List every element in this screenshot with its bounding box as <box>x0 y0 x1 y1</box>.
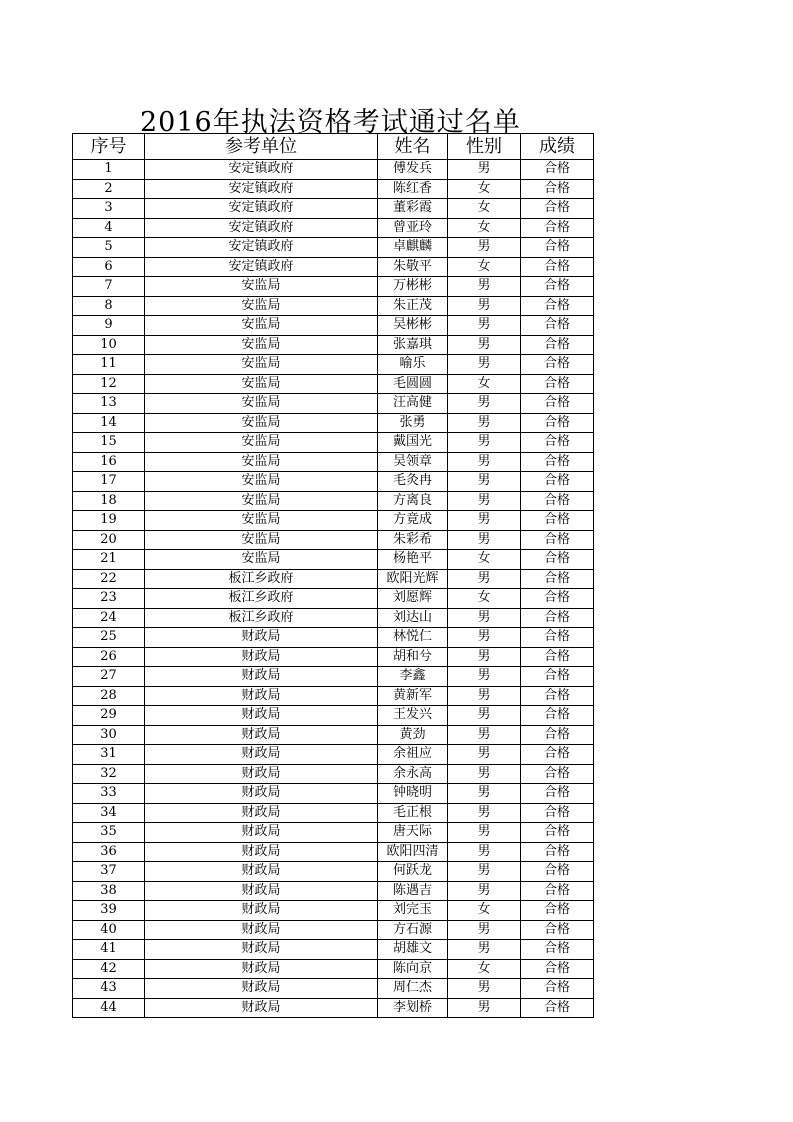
cell-index: 15 <box>73 433 145 453</box>
cell-index: 43 <box>73 979 145 999</box>
document-title: 2016年执法资格考试通过名单 <box>140 107 521 138</box>
cell-unit: 安定镇政府 <box>145 179 378 199</box>
cell-unit: 安监局 <box>145 394 378 414</box>
cell-index: 42 <box>73 959 145 979</box>
cell-gender: 男 <box>448 316 521 336</box>
table-row <box>73 784 594 804</box>
cell-result: 合格 <box>521 862 594 882</box>
cell-name: 陈红香 <box>378 179 448 199</box>
table-row <box>73 491 594 511</box>
cell-unit: 财政局 <box>145 686 378 706</box>
cell-result: 合格 <box>521 998 594 1018</box>
cell-gender: 男 <box>448 472 521 492</box>
cell-result: 合格 <box>521 413 594 433</box>
roster-table <box>72 133 594 1018</box>
cell-gender: 男 <box>448 881 521 901</box>
cell-gender: 男 <box>448 862 521 882</box>
cell-unit: 财政局 <box>145 979 378 999</box>
table-row <box>73 452 594 472</box>
table-row <box>73 706 594 726</box>
cell-index: 39 <box>73 901 145 921</box>
cell-result: 合格 <box>521 628 594 648</box>
cell-result: 合格 <box>521 550 594 570</box>
cell-gender: 女 <box>448 179 521 199</box>
cell-gender: 男 <box>448 998 521 1018</box>
cell-name: 毛灸冉 <box>378 472 448 492</box>
table-row <box>73 764 594 784</box>
cell-result: 合格 <box>521 725 594 745</box>
cell-unit: 安监局 <box>145 530 378 550</box>
cell-name: 张勇 <box>378 413 448 433</box>
cell-gender: 男 <box>448 277 521 297</box>
cell-result: 合格 <box>521 706 594 726</box>
table-row <box>73 569 594 589</box>
table-row <box>73 316 594 336</box>
table-row <box>73 433 594 453</box>
cell-result: 合格 <box>521 277 594 297</box>
table-row <box>73 238 594 258</box>
cell-unit: 财政局 <box>145 998 378 1018</box>
cell-result: 合格 <box>521 959 594 979</box>
cell-name: 汪高健 <box>378 394 448 414</box>
cell-result: 合格 <box>521 491 594 511</box>
cell-gender: 女 <box>448 374 521 394</box>
cell-name: 唐天际 <box>378 823 448 843</box>
roster-body <box>73 160 594 1018</box>
cell-unit: 安监局 <box>145 374 378 394</box>
cell-unit: 安监局 <box>145 335 378 355</box>
cell-result: 合格 <box>521 920 594 940</box>
cell-index: 2 <box>73 179 145 199</box>
cell-unit: 安定镇政府 <box>145 257 378 277</box>
cell-index: 23 <box>73 589 145 609</box>
cell-name: 吴彬彬 <box>378 316 448 336</box>
table-row <box>73 257 594 277</box>
table-row <box>73 628 594 648</box>
cell-index: 4 <box>73 218 145 238</box>
cell-gender: 男 <box>448 628 521 648</box>
cell-index: 44 <box>73 998 145 1018</box>
cell-index: 12 <box>73 374 145 394</box>
table-row <box>73 686 594 706</box>
cell-index: 14 <box>73 413 145 433</box>
cell-name: 刘完玉 <box>378 901 448 921</box>
cell-unit: 财政局 <box>145 745 378 765</box>
cell-result: 合格 <box>521 842 594 862</box>
table-row <box>73 472 594 492</box>
table-row <box>73 940 594 960</box>
cell-gender: 男 <box>448 667 521 687</box>
cell-result: 合格 <box>521 335 594 355</box>
cell-index: 38 <box>73 881 145 901</box>
cell-gender: 男 <box>448 803 521 823</box>
cell-name: 黄劲 <box>378 725 448 745</box>
cell-result: 合格 <box>521 530 594 550</box>
cell-result: 合格 <box>521 511 594 531</box>
cell-gender: 男 <box>448 725 521 745</box>
table-row <box>73 550 594 570</box>
cell-result: 合格 <box>521 647 594 667</box>
cell-result: 合格 <box>521 589 594 609</box>
cell-unit: 财政局 <box>145 901 378 921</box>
cell-name: 黄新军 <box>378 686 448 706</box>
cell-name: 余祖应 <box>378 745 448 765</box>
cell-index: 31 <box>73 745 145 765</box>
cell-name: 钟晓明 <box>378 784 448 804</box>
cell-unit: 财政局 <box>145 959 378 979</box>
cell-unit: 财政局 <box>145 764 378 784</box>
cell-index: 29 <box>73 706 145 726</box>
cell-index: 11 <box>73 355 145 375</box>
table-row <box>73 725 594 745</box>
table-row <box>73 160 594 180</box>
table-row <box>73 803 594 823</box>
table-row <box>73 842 594 862</box>
cell-result: 合格 <box>521 179 594 199</box>
cell-gender: 男 <box>448 647 521 667</box>
cell-gender: 男 <box>448 706 521 726</box>
cell-result: 合格 <box>521 569 594 589</box>
cell-name: 万彬彬 <box>378 277 448 297</box>
cell-name: 傅发兵 <box>378 160 448 180</box>
cell-gender: 男 <box>448 784 521 804</box>
cell-gender: 女 <box>448 901 521 921</box>
table-row <box>73 179 594 199</box>
cell-name: 朱彩希 <box>378 530 448 550</box>
cell-index: 3 <box>73 199 145 219</box>
cell-result: 合格 <box>521 394 594 414</box>
cell-name: 曾亚玲 <box>378 218 448 238</box>
table-row <box>73 335 594 355</box>
table-row <box>73 374 594 394</box>
header-gender: 性别 <box>448 134 521 160</box>
cell-result: 合格 <box>521 881 594 901</box>
cell-index: 30 <box>73 725 145 745</box>
cell-index: 34 <box>73 803 145 823</box>
cell-unit: 财政局 <box>145 706 378 726</box>
cell-name: 胡和兮 <box>378 647 448 667</box>
cell-name: 王发兴 <box>378 706 448 726</box>
cell-unit: 安监局 <box>145 277 378 297</box>
cell-name: 李划桥 <box>378 998 448 1018</box>
header-unit: 参考单位 <box>145 134 378 160</box>
cell-index: 27 <box>73 667 145 687</box>
header-index: 序号 <box>73 134 145 160</box>
cell-name: 林悦仁 <box>378 628 448 648</box>
cell-index: 17 <box>73 472 145 492</box>
header-row <box>73 134 594 160</box>
cell-unit: 财政局 <box>145 628 378 648</box>
cell-unit: 安定镇政府 <box>145 238 378 258</box>
cell-name: 方离良 <box>378 491 448 511</box>
cell-index: 35 <box>73 823 145 843</box>
cell-result: 合格 <box>521 472 594 492</box>
cell-result: 合格 <box>521 940 594 960</box>
cell-unit: 财政局 <box>145 803 378 823</box>
cell-index: 36 <box>73 842 145 862</box>
table-row <box>73 979 594 999</box>
cell-name: 胡雄文 <box>378 940 448 960</box>
cell-unit: 安监局 <box>145 472 378 492</box>
cell-gender: 男 <box>448 394 521 414</box>
cell-gender: 男 <box>448 160 521 180</box>
cell-index: 25 <box>73 628 145 648</box>
cell-unit: 板江乡政府 <box>145 569 378 589</box>
cell-gender: 男 <box>448 745 521 765</box>
table-row <box>73 959 594 979</box>
cell-result: 合格 <box>521 160 594 180</box>
table-row <box>73 413 594 433</box>
cell-index: 10 <box>73 335 145 355</box>
cell-name: 卓麒麟 <box>378 238 448 258</box>
table-row <box>73 511 594 531</box>
cell-gender: 女 <box>448 218 521 238</box>
cell-gender: 男 <box>448 940 521 960</box>
cell-index: 28 <box>73 686 145 706</box>
cell-unit: 安监局 <box>145 316 378 336</box>
cell-index: 16 <box>73 452 145 472</box>
cell-unit: 安定镇政府 <box>145 199 378 219</box>
table-row <box>73 589 594 609</box>
cell-unit: 板江乡政府 <box>145 608 378 628</box>
cell-name: 周仁杰 <box>378 979 448 999</box>
cell-index: 1 <box>73 160 145 180</box>
cell-index: 5 <box>73 238 145 258</box>
cell-result: 合格 <box>521 257 594 277</box>
cell-unit: 安监局 <box>145 550 378 570</box>
cell-name: 戴国光 <box>378 433 448 453</box>
cell-gender: 男 <box>448 413 521 433</box>
table-row <box>73 920 594 940</box>
table-row <box>73 296 594 316</box>
cell-result: 合格 <box>521 901 594 921</box>
cell-name: 欧阳光辉 <box>378 569 448 589</box>
cell-name: 喻乐 <box>378 355 448 375</box>
cell-gender: 男 <box>448 764 521 784</box>
cell-result: 合格 <box>521 296 594 316</box>
cell-unit: 财政局 <box>145 725 378 745</box>
cell-result: 合格 <box>521 979 594 999</box>
cell-name: 杨艳平 <box>378 550 448 570</box>
cell-gender: 男 <box>448 842 521 862</box>
cell-result: 合格 <box>521 238 594 258</box>
cell-result: 合格 <box>521 823 594 843</box>
cell-unit: 安监局 <box>145 452 378 472</box>
cell-index: 24 <box>73 608 145 628</box>
table-row <box>73 530 594 550</box>
table-row <box>73 998 594 1018</box>
cell-name: 余永高 <box>378 764 448 784</box>
cell-gender: 男 <box>448 491 521 511</box>
cell-gender: 男 <box>448 511 521 531</box>
cell-unit: 安监局 <box>145 491 378 511</box>
cell-index: 22 <box>73 569 145 589</box>
cell-unit: 板江乡政府 <box>145 589 378 609</box>
cell-index: 9 <box>73 316 145 336</box>
cell-gender: 女 <box>448 589 521 609</box>
cell-index: 32 <box>73 764 145 784</box>
cell-index: 13 <box>73 394 145 414</box>
cell-unit: 安定镇政府 <box>145 160 378 180</box>
cell-result: 合格 <box>521 452 594 472</box>
cell-gender: 男 <box>448 823 521 843</box>
cell-unit: 财政局 <box>145 881 378 901</box>
table-row <box>73 394 594 414</box>
cell-gender: 男 <box>448 608 521 628</box>
cell-index: 21 <box>73 550 145 570</box>
cell-index: 18 <box>73 491 145 511</box>
cell-result: 合格 <box>521 355 594 375</box>
cell-name: 毛正根 <box>378 803 448 823</box>
cell-name: 陈向京 <box>378 959 448 979</box>
cell-unit: 财政局 <box>145 667 378 687</box>
cell-gender: 男 <box>448 335 521 355</box>
cell-index: 33 <box>73 784 145 804</box>
cell-result: 合格 <box>521 667 594 687</box>
cell-index: 37 <box>73 862 145 882</box>
cell-name: 方石源 <box>378 920 448 940</box>
cell-unit: 财政局 <box>145 940 378 960</box>
cell-index: 8 <box>73 296 145 316</box>
cell-result: 合格 <box>521 433 594 453</box>
table-row <box>73 881 594 901</box>
cell-result: 合格 <box>521 784 594 804</box>
cell-result: 合格 <box>521 316 594 336</box>
cell-unit: 安监局 <box>145 433 378 453</box>
cell-gender: 男 <box>448 530 521 550</box>
cell-index: 19 <box>73 511 145 531</box>
cell-unit: 安监局 <box>145 296 378 316</box>
table-row <box>73 745 594 765</box>
cell-result: 合格 <box>521 199 594 219</box>
cell-name: 吴领章 <box>378 452 448 472</box>
cell-gender: 男 <box>448 569 521 589</box>
cell-result: 合格 <box>521 608 594 628</box>
cell-name: 毛圆圆 <box>378 374 448 394</box>
header-result: 成绩 <box>521 134 594 160</box>
cell-gender: 男 <box>448 979 521 999</box>
cell-gender: 男 <box>448 238 521 258</box>
cell-name: 方竟成 <box>378 511 448 531</box>
cell-gender: 女 <box>448 199 521 219</box>
cell-unit: 财政局 <box>145 784 378 804</box>
cell-index: 7 <box>73 277 145 297</box>
cell-name: 刘达山 <box>378 608 448 628</box>
table-row <box>73 218 594 238</box>
cell-result: 合格 <box>521 686 594 706</box>
table-row <box>73 277 594 297</box>
cell-index: 6 <box>73 257 145 277</box>
cell-unit: 财政局 <box>145 842 378 862</box>
cell-name: 朱正茂 <box>378 296 448 316</box>
header-name: 姓名 <box>378 134 448 160</box>
cell-name: 陈遇吉 <box>378 881 448 901</box>
cell-name: 刘愿辉 <box>378 589 448 609</box>
cell-index: 20 <box>73 530 145 550</box>
cell-index: 26 <box>73 647 145 667</box>
cell-gender: 男 <box>448 686 521 706</box>
cell-name: 欧阳四清 <box>378 842 448 862</box>
cell-gender: 男 <box>448 296 521 316</box>
cell-name: 朱敬平 <box>378 257 448 277</box>
cell-result: 合格 <box>521 745 594 765</box>
cell-unit: 财政局 <box>145 823 378 843</box>
cell-result: 合格 <box>521 218 594 238</box>
cell-gender: 男 <box>448 452 521 472</box>
cell-gender: 男 <box>448 920 521 940</box>
cell-unit: 安监局 <box>145 511 378 531</box>
cell-unit: 财政局 <box>145 920 378 940</box>
table-row <box>73 823 594 843</box>
cell-gender: 女 <box>448 959 521 979</box>
table-row <box>73 901 594 921</box>
cell-unit: 财政局 <box>145 647 378 667</box>
cell-index: 40 <box>73 920 145 940</box>
table-row <box>73 355 594 375</box>
cell-unit: 财政局 <box>145 862 378 882</box>
cell-unit: 安监局 <box>145 413 378 433</box>
cell-name: 何跃龙 <box>378 862 448 882</box>
cell-result: 合格 <box>521 374 594 394</box>
table-row <box>73 862 594 882</box>
cell-name: 李鑫 <box>378 667 448 687</box>
cell-gender: 男 <box>448 433 521 453</box>
cell-unit: 安定镇政府 <box>145 218 378 238</box>
table-row <box>73 608 594 628</box>
cell-result: 合格 <box>521 803 594 823</box>
cell-gender: 女 <box>448 257 521 277</box>
cell-gender: 男 <box>448 355 521 375</box>
cell-gender: 女 <box>448 550 521 570</box>
cell-index: 41 <box>73 940 145 960</box>
cell-unit: 安监局 <box>145 355 378 375</box>
cell-result: 合格 <box>521 764 594 784</box>
table-row <box>73 667 594 687</box>
table-row <box>73 647 594 667</box>
cell-name: 张嘉琪 <box>378 335 448 355</box>
cell-name: 董彩霞 <box>378 199 448 219</box>
table-row <box>73 199 594 219</box>
